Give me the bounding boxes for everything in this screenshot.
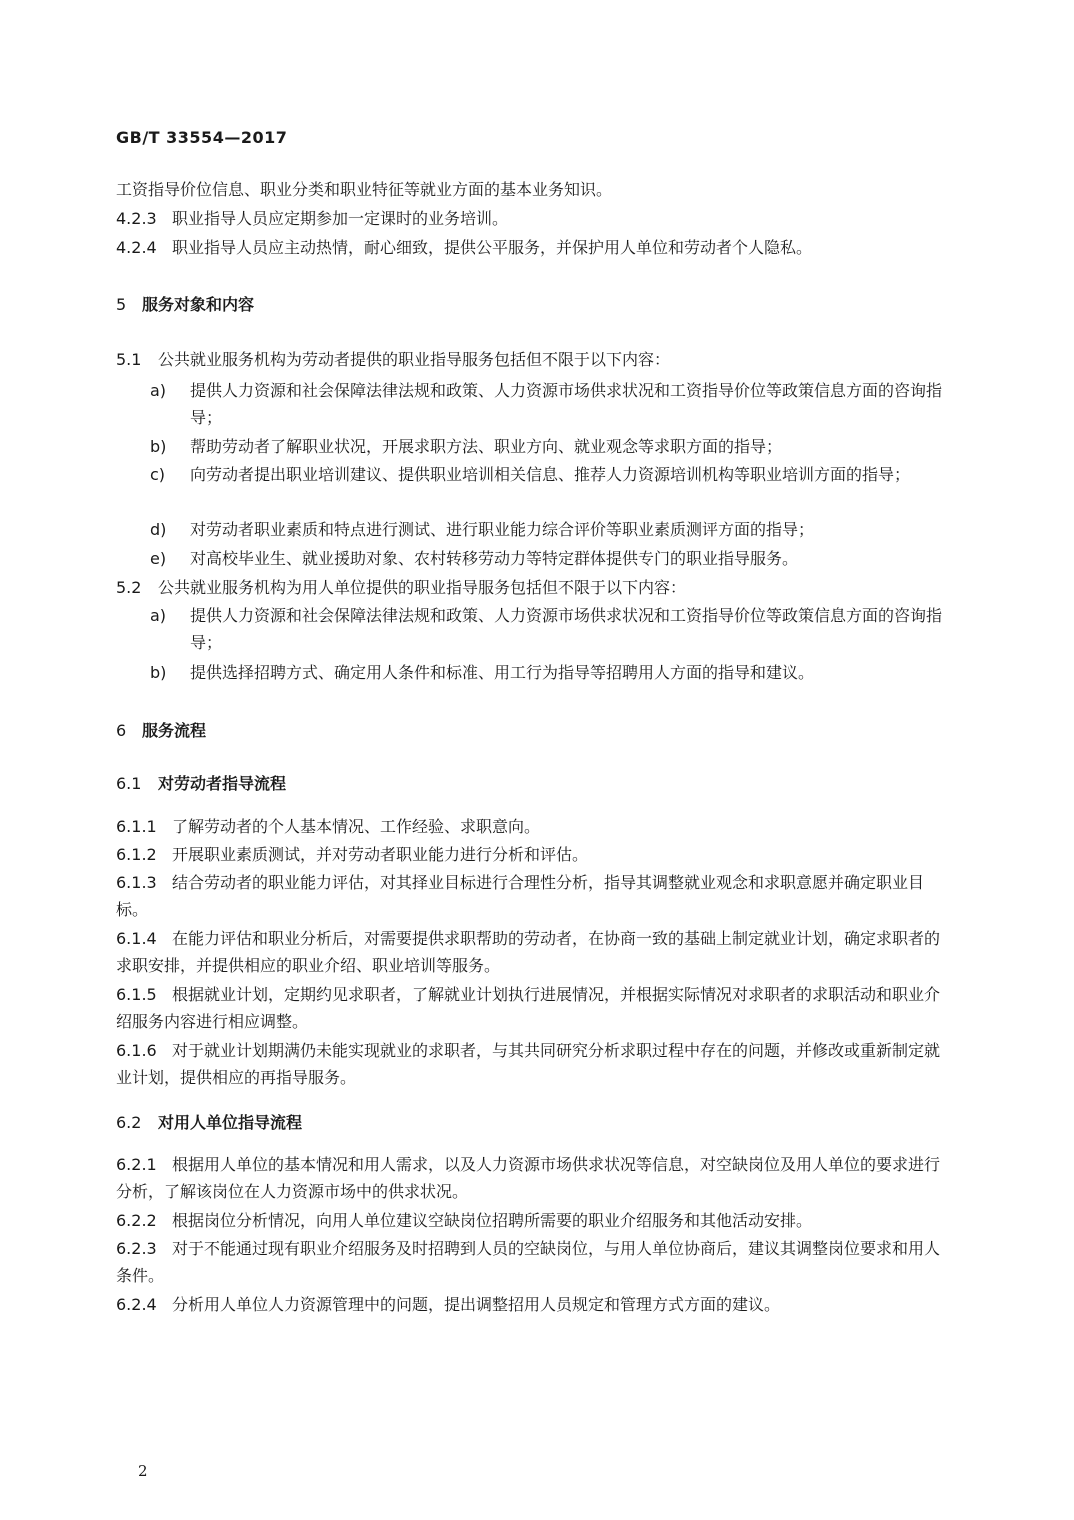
section-6-2-heading (116, 1110, 302, 1133)
section-title: 对用人单位指导流程 (158, 1113, 303, 1132)
clause-text: 了解劳动者的个人基本情况、工作经验、求职意向。 (172, 817, 541, 836)
list-item-text: 提供选择招聘方式、确定用人条件和标准、用工行为指导等招聘用人方面的指导和建议。 (190, 663, 815, 682)
section-6-1-heading (116, 771, 286, 794)
clause-6-1-6 (116, 1037, 948, 1091)
section-number: 6.2 (116, 1113, 142, 1132)
clause-number: 6.1.5 (116, 985, 157, 1004)
section-title: 对劳动者指导流程 (158, 774, 287, 793)
clause-6-1-2 (116, 841, 948, 868)
list-item-text: 对高校毕业生、就业援助对象、农村转移劳动力等特定群体提供专门的职业指导服务。 (190, 549, 799, 568)
list-item-label: c) (150, 465, 166, 484)
list-item-text: 对劳动者职业素质和特点进行测试、进行职业能力综合评价等职业素质测评方面的指导； (190, 520, 815, 539)
clause-number: 6.1.2 (116, 845, 157, 864)
clause-6-2-1 (116, 1151, 948, 1205)
list-item (150, 659, 948, 686)
list-item (150, 433, 948, 460)
clause-number: 6.1.1 (116, 817, 157, 836)
list-item-text: 向劳动者提出职业培训建议、提供职业培训相关信息、推荐人力资源培训机构等职业培训方面的指导； (190, 465, 911, 484)
clause-6-2-4 (116, 1291, 948, 1318)
section-title: 服务流程 (142, 721, 207, 740)
clause-5-1 (116, 346, 948, 373)
clause-text: 公共就业服务机构为用人单位提供的职业指导服务包括但不限于以下内容： (158, 578, 687, 597)
clause-5-2 (116, 574, 948, 601)
clause-text: 分析用人单位人力资源管理中的问题，提出调整招用人员规定和管理方式方面的建议。 (172, 1295, 781, 1314)
list-item-text: 提供人力资源和社会保障法律法规和政策、人力资源市场供求状况和工资指导价位等政策信息方面的咨询指导； (190, 606, 943, 652)
list-item-label: e) (150, 549, 167, 568)
page-number: 2 (138, 1462, 148, 1480)
list-item-label: b) (150, 437, 167, 456)
clause-text: 在能力评估和职业分析后，对需要提供求职帮助的劳动者，在协商一致的基础上制定就业计划，确定求职者的求职安排，并提供相应的职业介绍、职业培训等服务。 (116, 929, 941, 975)
clause-number: 6.1.6 (116, 1041, 157, 1060)
list-item (150, 516, 948, 543)
standard-number-header: GB/T 33554—2017 (116, 128, 288, 147)
clause-number: 4.2.3 (116, 209, 157, 228)
list-item (150, 377, 948, 431)
list-item-text: 提供人力资源和社会保障法律法规和政策、人力资源市场供求状况和工资指导价位等政策信息方面的咨询指导； (190, 381, 943, 427)
clause-number: 4.2.4 (116, 238, 157, 257)
clause-text: 开展职业素质测试，并对劳动者职业能力进行分析和评估。 (172, 845, 589, 864)
list-item (150, 461, 948, 488)
clause-4-2-4 (116, 234, 948, 261)
section-number: 6 (116, 721, 127, 740)
section-number: 5 (116, 295, 127, 314)
section-number: 6.1 (116, 774, 142, 793)
clause-number: 6.1.3 (116, 873, 157, 892)
clause-text: 职业指导人员应定期参加一定课时的业务培训。 (172, 209, 509, 228)
clause-4-2-3 (116, 205, 948, 232)
clause-number: 6.2.3 (116, 1239, 157, 1258)
section-6-heading (116, 718, 206, 741)
clause-text: 职业指导人员应主动热情，耐心细致，提供公平服务，并保护用人单位和劳动者个人隐私。 (172, 238, 813, 257)
clause-6-2-2 (116, 1207, 948, 1234)
clause-number: 6.2.2 (116, 1211, 157, 1230)
clause-6-1-1 (116, 813, 948, 840)
list-item-label: a) (150, 381, 167, 400)
clause-text: 根据用人单位的基本情况和用人需求，以及人力资源市场供求状况等信息，对空缺岗位及用人单位的要求进行分析，了解该岗位在人力资源市场中的供求状况。 (116, 1155, 941, 1201)
clause-text: 根据岗位分析情况，向用人单位建议空缺岗位招聘所需要的职业介绍服务和其他活动安排。 (172, 1211, 813, 1230)
clause-text: 结合劳动者的职业能力评估，对其择业目标进行合理性分析，指导其调整就业观念和求职意愿并确定职业目标。 (116, 873, 925, 919)
clause-number: 6.1.4 (116, 929, 157, 948)
list-item-text: 帮助劳动者了解职业状况，开展求职方法、职业方向、就业观念等求职方面的指导； (190, 437, 783, 456)
clause-6-1-4 (116, 925, 948, 979)
clause-text: 对于就业计划期满仍未能实现就业的求职者，与其共同研究分析求职过程中存在的问题，并修改或重新制定就业计划，提供相应的再指导服务。 (116, 1041, 941, 1087)
clause-text: 公共就业服务机构为劳动者提供的职业指导服务包括但不限于以下内容： (158, 350, 671, 369)
list-item-label: b) (150, 663, 167, 682)
clause-6-1-5 (116, 981, 948, 1035)
list-item (150, 602, 948, 656)
clause-6-1-3 (116, 869, 948, 923)
section-5-heading (116, 292, 254, 315)
list-item-label: d) (150, 520, 167, 539)
clause-number: 6.2.4 (116, 1295, 157, 1314)
clause-number: 5.2 (116, 578, 142, 597)
clause-text: 根据就业计划，定期约见求职者，了解就业计划执行进展情况，并根据实际情况对求职者的求职活动和职业介绍服务内容进行相应调整。 (116, 985, 941, 1031)
clause-number: 6.2.1 (116, 1155, 157, 1174)
continued-paragraph: 工资指导价位信息、职业分类和职业特征等就业方面的基本业务知识。 (116, 180, 613, 199)
list-item-label: a) (150, 606, 167, 625)
clause-6-2-3 (116, 1235, 948, 1289)
clause-text: 对于不能通过现有职业介绍服务及时招聘到人员的空缺岗位，与用人单位协商后，建议其调整岗位要求和用人条件。 (116, 1239, 941, 1285)
clause-number: 5.1 (116, 350, 142, 369)
list-item (150, 545, 948, 572)
section-title: 服务对象和内容 (142, 295, 255, 314)
